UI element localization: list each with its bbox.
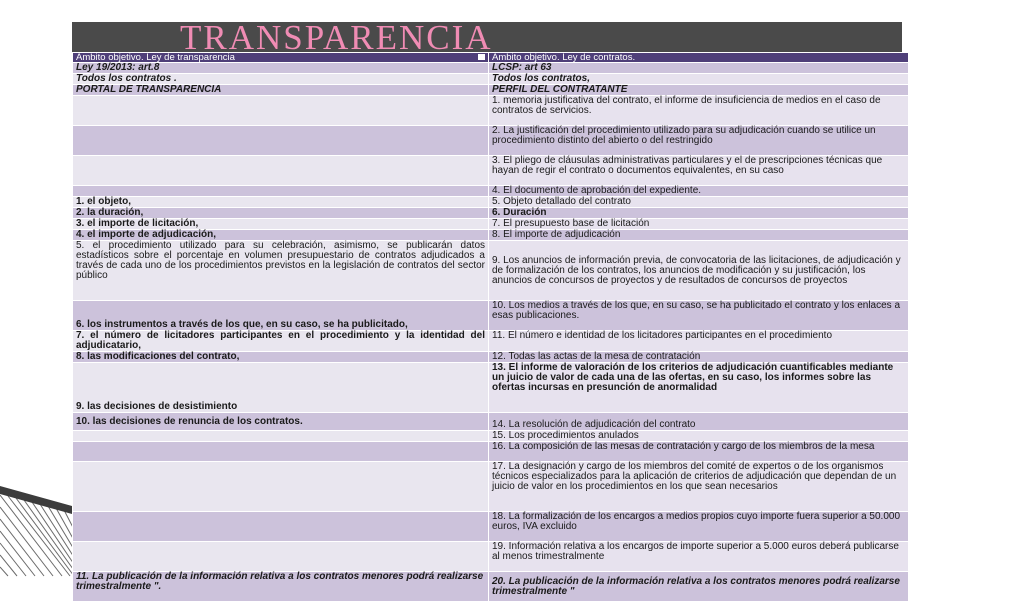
table-row <box>73 462 909 512</box>
cell-left: 4. el importe de adjudicación, <box>73 230 489 241</box>
cell-left <box>73 96 489 126</box>
table-row <box>73 197 909 208</box>
cell-left <box>73 431 489 442</box>
table-row <box>73 96 909 126</box>
table-row <box>73 156 909 186</box>
cell-right: 20. La publicación de la información relativa a los contratos menores podrá realizarse trimestralmente " <box>489 572 909 602</box>
cell-right: 19. Información relativa a los encargos de importe superior a 5.000 euros deberá publicarse al menos trimestralmente <box>489 542 909 572</box>
cell-left <box>73 186 489 197</box>
title-band <box>72 18 902 57</box>
cell-left: 8. las modificaciones del contrato, <box>73 352 489 363</box>
cell-left: 7. el número de licitadores participantes en el procedimiento y la identidad del adjudicatario, <box>73 331 489 352</box>
cell-right: 15. Los procedimientos anulados <box>489 431 909 442</box>
cell-right: 13. El informe de valoración de los criterios de adjudicación cuantificables mediante un juicio de valor de cada una de las ofertas, en su caso, los informes sobre las ofertas incursas en presunción de anormalidad <box>489 363 909 413</box>
cell-right: 2. La justificación del procedimiento utilizado para su adjudicación cuando se utilice un procedimiento distinto del abierto o del restringido <box>489 126 909 156</box>
table-row <box>73 542 909 572</box>
cell-left <box>73 126 489 156</box>
cell-left: 3. el importe de licitación, <box>73 219 489 230</box>
table-row <box>73 219 909 230</box>
cell-right: 16. La composición de las mesas de contratación y cargo de los miembros de la mesa <box>489 442 909 462</box>
table-row <box>73 126 909 156</box>
cell-right: 1. memoria justificativa del contrato, el informe de insuficiencia de medios en el caso de contratos de servicios. <box>489 96 909 126</box>
table-row <box>73 186 909 197</box>
table-row <box>73 363 909 413</box>
cell-left: Ley 19/2013: art.8 <box>73 63 489 74</box>
cell-right: 17. La designación y cargo de los miembros del comité de expertos o de los organismos técnicos especializados para la aplicación de criterios de adjudicación que dependan de un juicio de valor en los procedimientos en los que sean necesarios <box>489 462 909 512</box>
cell-right: 18. La formalización de los encargos a medios propios cuyo importe fuera superior a 50.000 euros, IVA excluido <box>489 512 909 542</box>
cell-left: 10. las decisiones de renuncia de los contratos. <box>73 413 489 431</box>
cell-left: Todos los contratos . <box>73 74 489 85</box>
table-row <box>73 352 909 363</box>
table-row <box>73 442 909 462</box>
cell-right: LCSP: art 63 <box>489 63 909 74</box>
slide-content <box>72 18 902 597</box>
cell-left: 11. La publicación de la información relativa a los contratos menores podrá realizarse trimestralmente ". <box>73 572 489 602</box>
table-row <box>73 431 909 442</box>
cell-left <box>73 442 489 462</box>
table-row <box>73 74 909 85</box>
table-row <box>73 301 909 331</box>
cell-right: 5. Objeto detallado del contrato <box>489 197 909 208</box>
cell-left: 2. la duración, <box>73 208 489 219</box>
cell-left <box>73 462 489 512</box>
comparison-table <box>72 52 909 602</box>
cell-right: 9. Los anuncios de información previa, de convocatoria de las licitaciones, de adjudicación y de formalización de los contratos, los anuncios de modificación y su justificación, los anuncios de concursos de proyectos y de resultados de concursos de proyectos <box>489 241 909 301</box>
cell-right: 7. El presupuesto base de licitación <box>489 219 909 230</box>
cell-left: 9. las decisiones de desistimiento <box>73 363 489 413</box>
table-row <box>73 241 909 301</box>
cell-right: 11. El número e identidad de los licitadores participantes en el procedimiento <box>489 331 909 352</box>
cell-right: 14. La resolución de adjudicación del contrato <box>489 413 909 431</box>
cell-right: 6. Duración <box>489 208 909 219</box>
cell-right: Todos los contratos, <box>489 74 909 85</box>
table-row <box>73 413 909 431</box>
table-row <box>73 572 909 602</box>
cell-right: 12. Todas las actas de la mesa de contratación <box>489 352 909 363</box>
table-row <box>73 208 909 219</box>
cell-left: 1. el objeto, <box>73 197 489 208</box>
cell-left: 6. los instrumentos a través de los que, en su caso, se ha publicitado, <box>73 301 489 331</box>
header-right <box>489 53 909 63</box>
cell-left: PORTAL DE TRANSPARENCIA <box>73 85 489 96</box>
table-row <box>73 85 909 96</box>
cell-right: 4. El documento de aprobación del expediente. <box>489 186 909 197</box>
header-right-text: Ambito objetivo. Ley de contratos. <box>492 52 636 63</box>
table-row <box>73 230 909 241</box>
cell-right: PERFIL DEL CONTRATANTE <box>489 85 909 96</box>
cell-left <box>73 512 489 542</box>
cell-right: 10. Los medios a través de los que, en su caso, se ha publicitado el contrato y los enlaces a esas publicaciones. <box>489 301 909 331</box>
table-row <box>73 331 909 352</box>
table-row <box>73 512 909 542</box>
table-row <box>73 63 909 74</box>
slide-title: TRANSPARENCIA <box>180 18 493 57</box>
cell-right: 3. El pliego de cláusulas administrativas particulares y el de prescripciones técnicas que hayan de regir el contrato o documentos equivalentes, en su caso <box>489 156 909 186</box>
cell-right: 8. El importe de adjudicación <box>489 230 909 241</box>
header-left-text: Ambito objetivo. Ley de transparencia <box>76 52 235 63</box>
cell-left <box>73 156 489 186</box>
cell-left <box>73 542 489 572</box>
cell-left: 5. el procedimiento utilizado para su celebración, asimismo, se publicarán datos estadísticos sobre el porcentaje en volumen presupuestario de contratos adjudicados a través de cada uno de los procedimientos previstos en la legislación de contratos del sector público <box>73 241 489 301</box>
